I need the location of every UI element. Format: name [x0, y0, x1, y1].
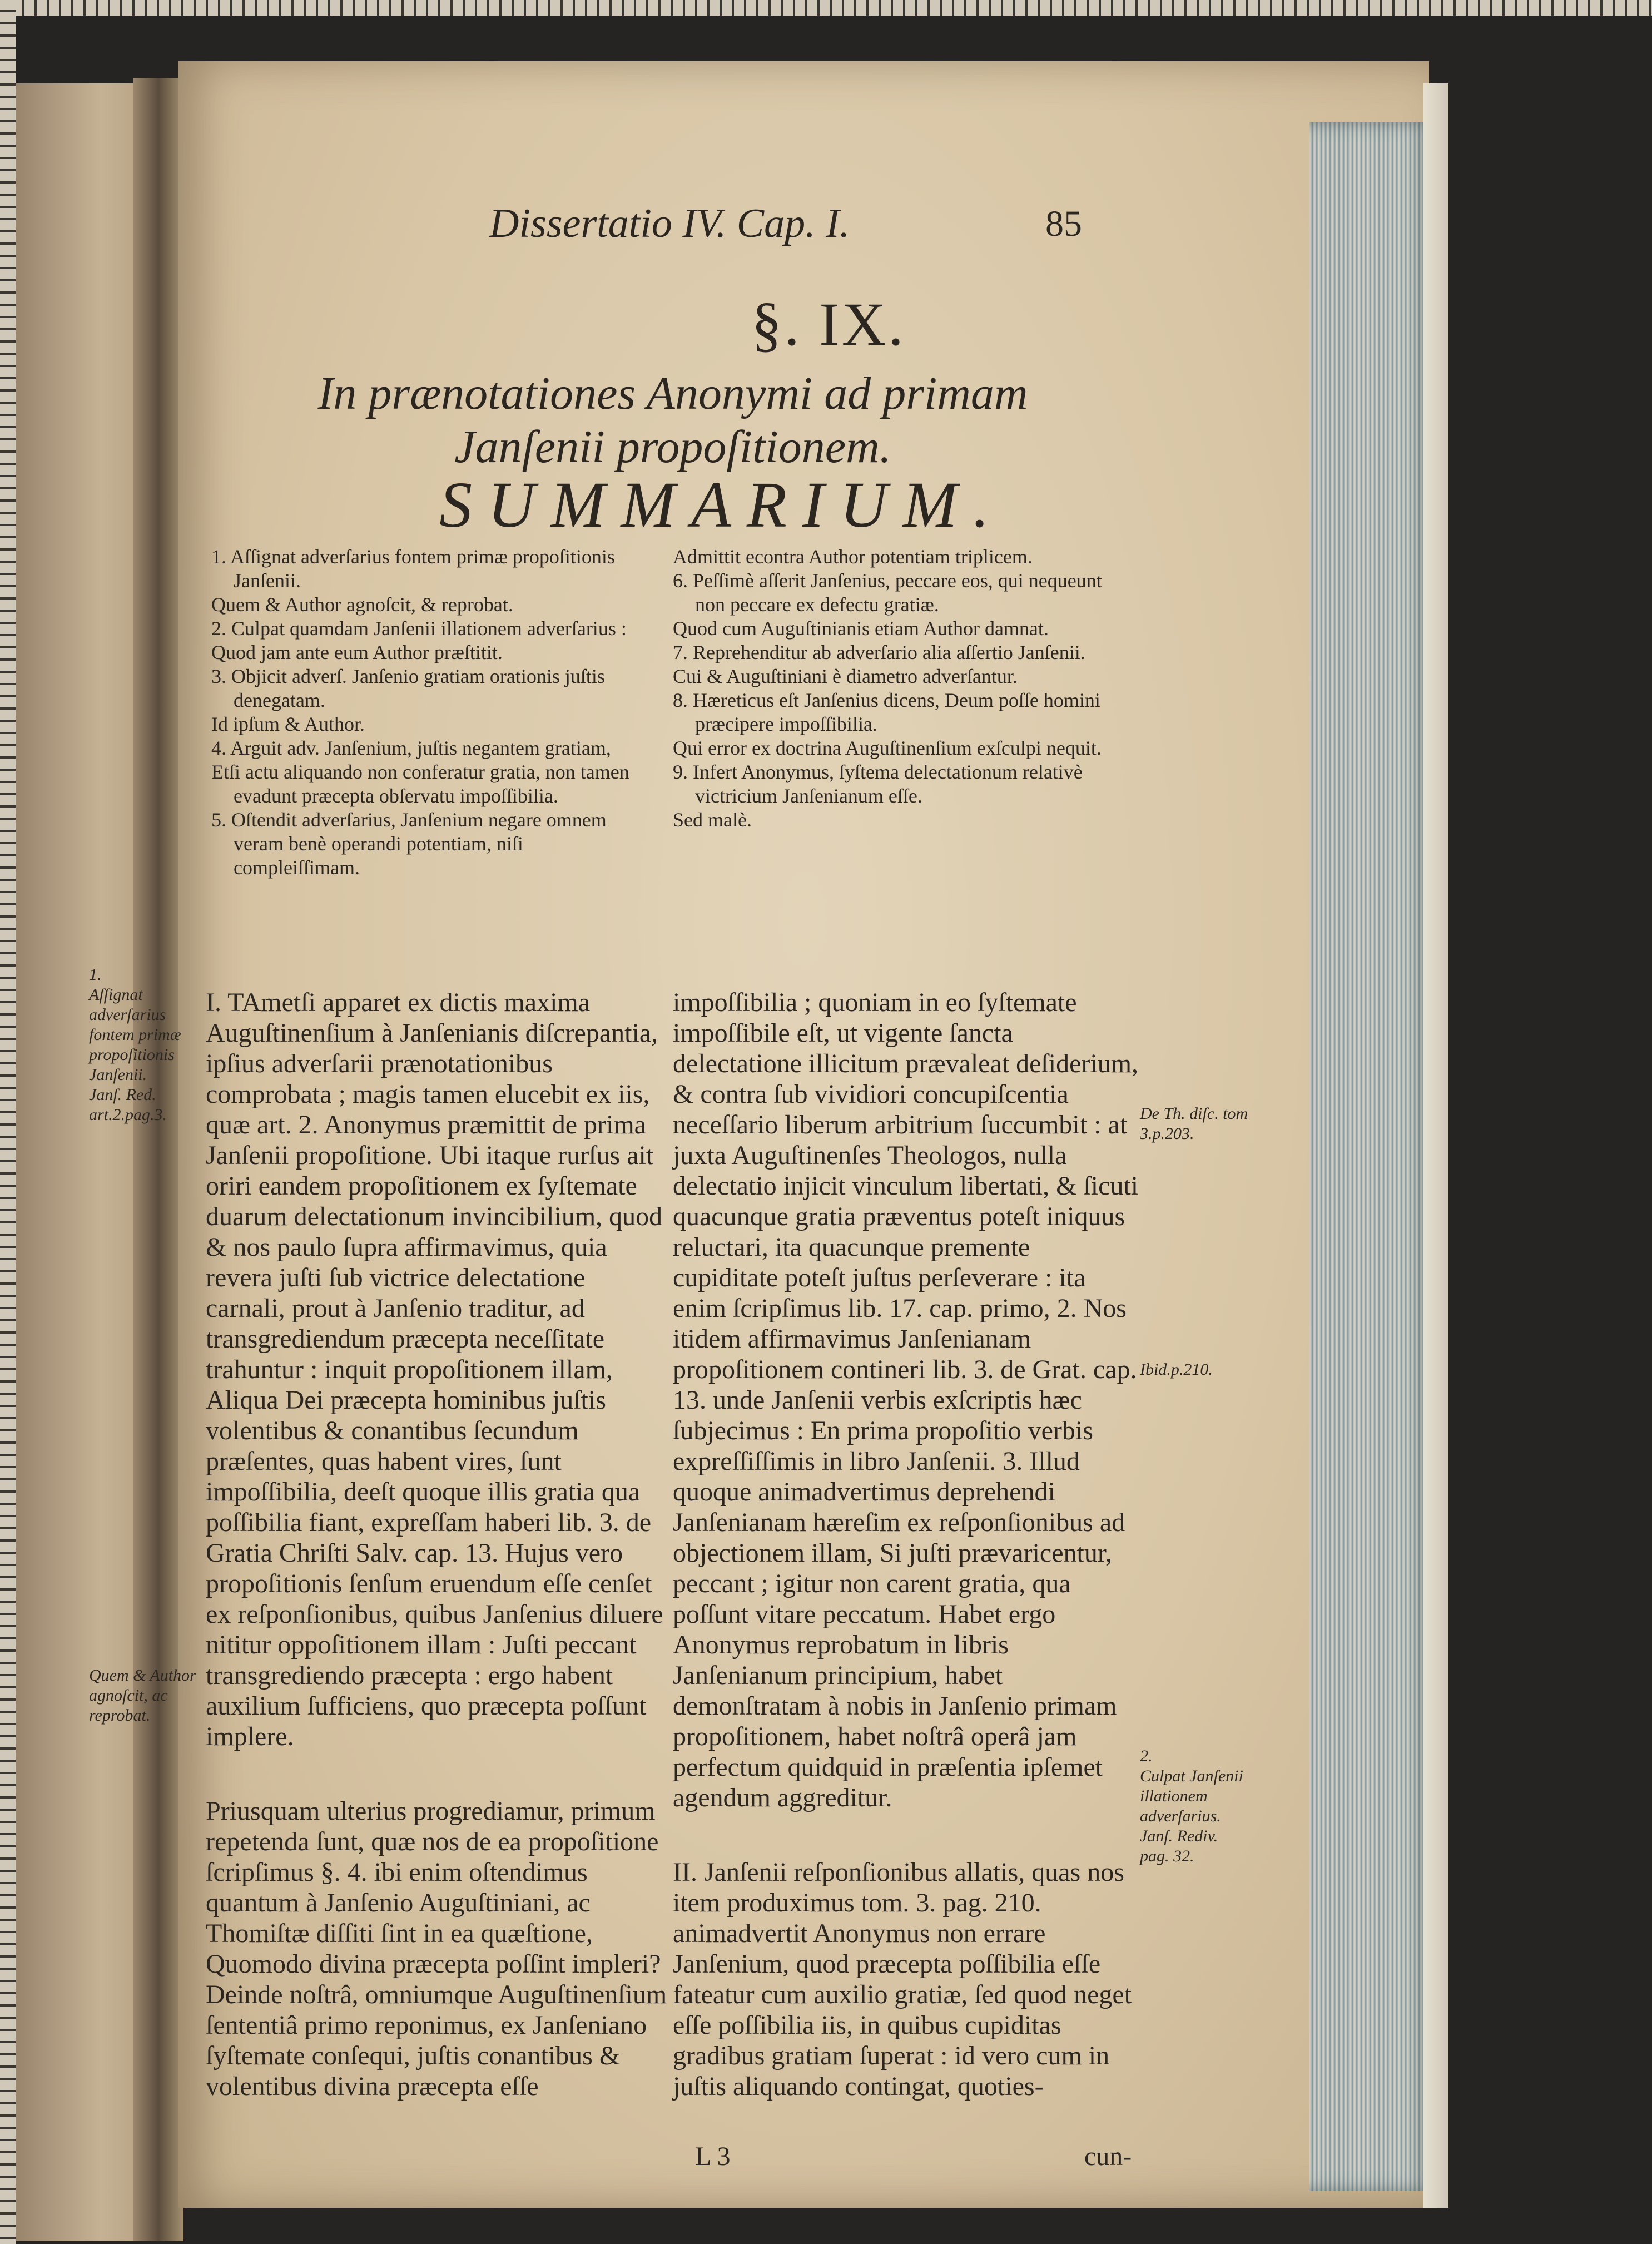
- body-paragraph: II. Janſenii reſponſionibus allatis, quas nos item produximus tom. 3. pag. 210. animadvertit Anonymus non errare Janſenium, quod præcepta poſſibilia eſſe fateatur cum auxilio gratiæ, ſed quod neget eſſe poſſibilia iis, in quibus cupiditas gradibus gratiam ſuperat : id vero cum in juſtis aliquando contingat, quoties-: [673, 1857, 1132, 2101]
- scan-ruler-left: [0, 0, 16, 2244]
- summary-item: 9. Infert Anonymus, ſyſtema delectationum relativè victricium Janſenianum eſſe.: [673, 761, 1083, 807]
- summary-item: 4. Arguit adv. Janſenium, juſtis negantem gratiam,: [211, 737, 611, 759]
- summary-right-column: [673, 545, 1118, 832]
- page-number: 85: [1045, 204, 1082, 244]
- body-paragraph: I. TAmetſi apparet ex dictis maxima Auguſtinenſium à Janſenianis diſcrepantia, ipſius adverſarii prænotationibus comprobata ; magis tamen elucebit ex iis, quæ art. 2. Anonymus præmittit de prima Janſenii propoſitione. Ubi itaque rurſus ait oriri eandem propoſitionem ex ſyſtemate duarum delectationum invincibilium, quod & nos paulo ſupra affirmavimus, quia revera juſti ſub victrice delectatione carnali, prout à Janſenio traditur, ad transgrediendum præcepta neceſſitate trahuntur : inquit propoſitionem illam, Aliqua Dei præcepta hominibus juſtis volentibus & conantibus ſecundum præſentes, quas habent vires, ſunt impoſſibilia, deeſt quoque illis gratia qua poſſibilia fiant, expreſſam haberi lib. 3. de Gratia Chriſti Salv. cap. 13. Hujus vero propoſitionis ſenſum eruendum eſſe cenſet ex reſponſionibus, quibus Janſenius diluere nititur oppoſitionem illam : Juſti peccant transgrediendo præcepta : ergo habent auxilium ſufficiens, quo præcepta poſſunt implere.: [206, 988, 663, 1751]
- margin-note-right-3: 2. Culpat Janſenii illationem adverſarius. Janſ. Rediv. pag. 32.: [1140, 1747, 1243, 1865]
- margin-note-left-1: 1. Aſſignat adverſarius fontem primæ propoſitionis Janſenii. Janſ. Red. art.2.pag.3.: [89, 965, 181, 1124]
- summary-item: Cui & Auguſtiniani è diametro adverſantur.: [673, 665, 1018, 687]
- summary-item: 6. Peſſimè aſſerit Janſenius, peccare eos, qui nequeunt non peccare ex defectu gratiæ.: [673, 569, 1102, 616]
- summary-title: SUMMARIUM.: [439, 468, 1005, 541]
- scan-ruler-top: [0, 0, 1652, 16]
- summary-item: Etſi actu aliquando non conferatur gratia, non tamen evadunt præcepta obſervatu impoſſibilia.: [211, 761, 629, 807]
- body-paragraph: Priusquam ulterius progrediamur, primum repetenda ſunt, quæ nos de ea propoſitione ſcripſimus §. 4. ibi enim oſtendimus quantum à Janſenio Auguſtiniani, ac Thomiſtæ diſſiti ſint in ea quæſtione, Quomodo divina præcepta poſſint impleri? Deinde noſtrâ, omniumque Auguſtinenſium ſententiâ primo reponimus, ex Janſeniano ſyſtemate conſequi, juſtis conantibus & volentibus divina præcepta eſſe: [206, 1796, 667, 2101]
- summary-item: Quem & Author agnoſcit, & reprobat.: [211, 593, 513, 616]
- summary-item: 5. Oſtendit adverſarius, Janſenium negare omnem veram benè operandi potentiam, niſi compleiſſimam.: [211, 809, 607, 879]
- signature-mark: L 3: [695, 2142, 731, 2171]
- margin-note-right-2: Ibid.p.210.: [1140, 1360, 1213, 1379]
- summary-item: Id ipſum & Author.: [211, 713, 365, 735]
- body-paragraph: impoſſibilia ; quoniam in eo ſyſtemate impoſſibile eſt, ut vigente ſancta delectatione illicitum prævaleat deſiderium, & contra ſub vividiori concupiſcentia neceſſario liberum arbitrium ſuccumbit : at juxta Auguſtinenſes Theologos, nulla delectatio injicit vinculum libertati, & ſicuti quacunque gratia præventus poteſt iniquus reluctari, ita quacunque premente cupiditate poteſt juſtus perſeverare : ita enim ſcripſimus lib. 17. cap. primo, 2. Nos itidem affirmavimus Janſenianam propoſitionem contineri lib. 3. de Grat. cap. 13. unde Janſenii verbis exſcriptis hæc ſubjecimus : En prima propoſitio verbis expreſſiſſimis in libro Janſenii. 3. Illud quoque animadvertimus deprehendi Janſenianam hæreſim ex reſponſionibus ad objectionem illam, Si juſti prævaricentur, peccant ; igitur non carent gratia, qua poſſunt vitare peccatum. Habet ergo Anonymus reprobatum in libris Janſenianum principium, habet demonſtratam à nobis in Janſenio primam propoſitionem, habet noſtrâ operâ jam perfectum quidquid in præſentia ipſemet agendum aggreditur.: [673, 988, 1139, 1812]
- section-heading: In prænotationes Anonymi ad primam Janſenii propoſitionem.: [317, 368, 1028, 473]
- book-cover-edge: [1423, 83, 1448, 2208]
- book-gutter: [133, 78, 183, 2241]
- summary-item: 8. Hæreticus eſt Janſenius dicens, Deum poſſe homini præcipere impoſſibilia.: [673, 689, 1100, 735]
- summary-item: 3. Objicit adverſ. Janſenio gratiam orationis juſtis denegatam.: [211, 665, 605, 711]
- summary-item: Admittit econtra Author potentiam triplicem.: [673, 546, 1033, 568]
- catchword: cun-: [1084, 2142, 1132, 2171]
- body-left-column: [206, 957, 667, 2146]
- margin-note-left-2: Quem & Author agnoſcit, ac reprobat.: [89, 1666, 196, 1725]
- summary-item: Sed malè.: [673, 809, 752, 831]
- page-block-edges: [1309, 122, 1435, 2191]
- summary-item: Quod cum Auguſtinianis etiam Author damnat.: [673, 617, 1049, 640]
- section-number: §. IX.: [751, 290, 906, 358]
- summary-item: Qui error ex doctrina Auguſtinenſium exſculpi nequit.: [673, 737, 1102, 759]
- body-right-column: [673, 957, 1140, 2146]
- summary-item: 7. Reprehenditur ab adverſario alia aſſertio Janſenii.: [673, 641, 1085, 663]
- summary-item: 1. Aſſignat adverſarius fontem primæ propoſitionis Janſenii.: [211, 546, 615, 592]
- summary-item: Quod jam ante eum Author præſtitit.: [211, 641, 503, 663]
- summary-left-column: [211, 545, 651, 880]
- margin-note-right-1: De Th. diſc. tom 3.p.203.: [1140, 1104, 1248, 1143]
- summary-item: 2. Culpat quamdam Janſenii illationem adverſarius :: [211, 617, 627, 640]
- running-title: Dissertatio IV. Cap. I.: [489, 201, 850, 246]
